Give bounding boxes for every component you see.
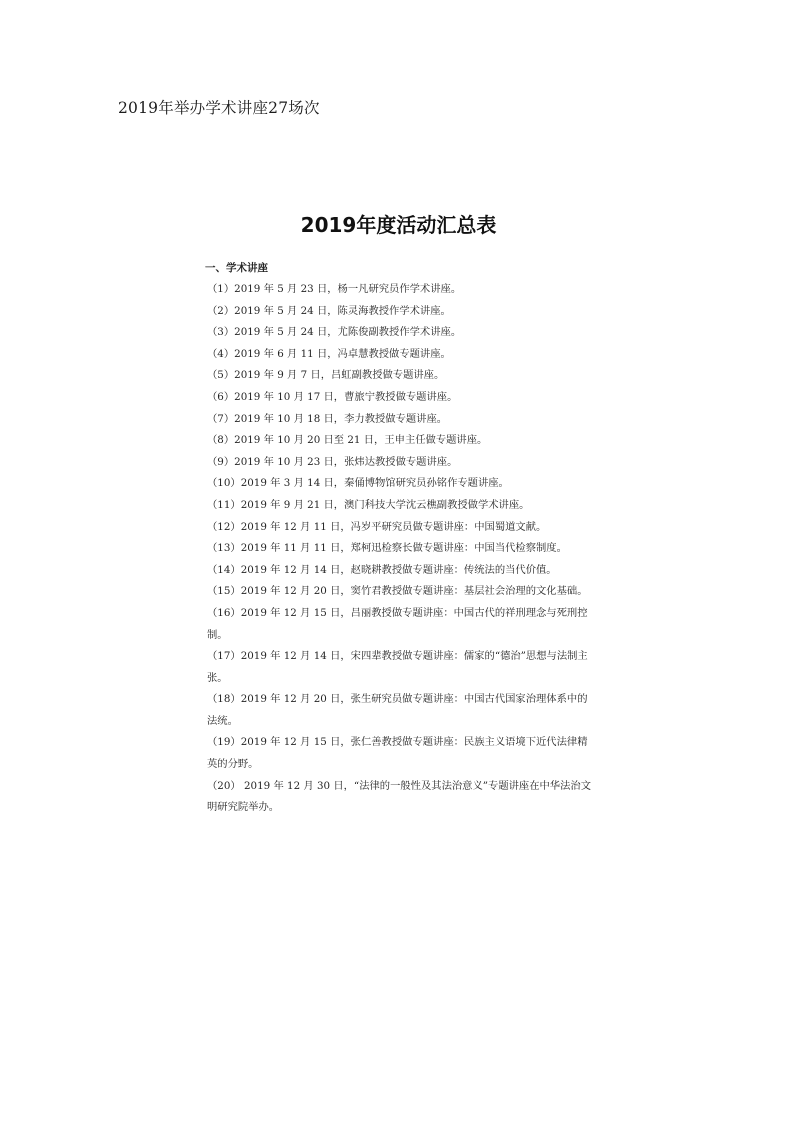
list-item: （19）2019 年 12 月 15 日，张仁善教授做专题讲座：民族主义语境下近代法律精英的分野。: [207, 736, 588, 771]
list-item: （18）2019 年 12 月 20 日，张生研究员做专题讲座：中国古代国家治理体系中的法统。: [207, 693, 588, 727]
list-item: （2）2019 年 5 月 24 日，陈灵海教授作学术讲座。: [207, 304, 451, 317]
lecture-list: [207, 279, 597, 819]
list-item: （1）2019 年 5 月 23 日，杨一凡研究员作学术讲座。: [207, 283, 462, 295]
list-item: （7）2019 年 10 月 18 日，李力教授做专题讲座。: [207, 412, 448, 425]
list-item: （20） 2019 年 12 月 30 日，“法律的一般性及其法治意义”专题讲座在中华法治文明研究院举办。: [207, 779, 591, 814]
section-heading: 一、学术讲座: [205, 262, 268, 274]
document-title: [0, 209, 793, 238]
list-item: （5）2019 年 9 月 7 日，吕虹副教授做专题讲座。: [207, 369, 445, 382]
list-item: （10）2019 年 3 月 14 日，秦俑博物馆研究员孙铭作专题讲座。: [207, 477, 509, 490]
list-item: （3）2019 年 5 月 24 日，尤陈俊副教授作学术讲座。: [207, 326, 462, 339]
page-heading: 2019年举办学术讲座27场次: [118, 99, 320, 117]
list-item: （9）2019 年 10 月 23 日，张炜达教授做专题讲座。: [207, 455, 458, 468]
list-item: （8）2019 年 10 月 20 日至 21 日，王申主任做专题讲座。: [207, 434, 488, 447]
list-item: （17）2019 年 12 月 14 日，宋四辈教授做专题讲座：儒家的“德治”思想与法制主张。: [207, 650, 588, 684]
list-item: （4）2019 年 6 月 11 日，冯卓慧教授做专题讲座。: [207, 347, 451, 360]
document-title-text: 2019年度活动汇总表: [300, 213, 497, 237]
list-item: （15）2019 年 12 月 20 日，窦竹君教授做专题讲座：基层社会治理的文化基础。: [207, 585, 588, 598]
list-item: （12）2019 年 12 月 11 日，冯岁平研究员做专题讲座：中国蜀道文献。: [207, 520, 547, 533]
list-item: （11）2019 年 9 月 21 日，澳门科技大学沈云樵副教授做学术讲座。: [207, 498, 530, 511]
list-item: （14）2019 年 12 月 14 日，赵晓耕教授做专题讲座：传统法的当代价值。: [207, 563, 557, 576]
list-item: （16）2019 年 12 月 15 日，吕丽教授做专题讲座：中国古代的祥刑理念与死刑控制。: [207, 606, 588, 641]
list-item: （13）2019 年 11 月 11 日，郑柯迅检察长做专题讲座：中国当代检察制度。: [207, 542, 567, 555]
list-item: （6）2019 年 10 月 17 日，曹旅宁教授做专题讲座。: [207, 390, 458, 403]
